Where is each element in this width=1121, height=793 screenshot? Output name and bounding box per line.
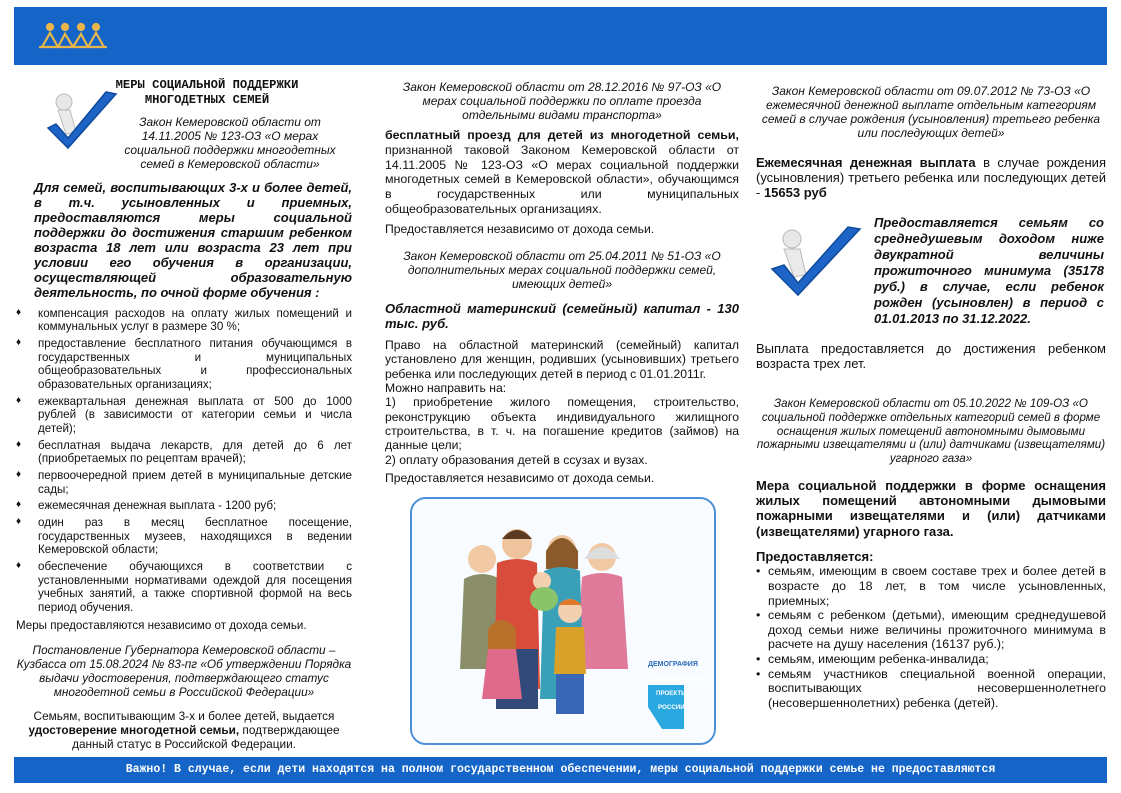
badge-projects: ПРОЕКТЫ: [656, 690, 688, 697]
list-item: ♦ ежемесячная денежная выплата - 1200 руб;: [16, 499, 352, 513]
law-reference-detectors: Закон Кемеровской области от 05.10.2022 № 109-ОЗ «О социальной поддержке отдельных категорий семей в форме оснащения жилых помещений автономными дымовыми пожарными извещателями и (или) датчиками (извещателями) угарного газа»: [756, 397, 1106, 465]
family-logo-icon: [38, 21, 108, 56]
certificate-bold: удостоверение многодетной семьи,: [28, 722, 240, 737]
checkmark-figure-icon: [766, 223, 866, 318]
decree-reference: Постановление Губернатора Кемеровской области – Кузбасса от 15.08.2024 № 83-пг «Об утверждении Порядка выдачи удостоверения, подтверждающего статус многодетной семьи в Российской Федерации»: [16, 643, 352, 700]
income-note: Предоставляется независимо от дохода семьи.: [385, 222, 655, 237]
law-reference-capital: Закон Кемеровской области от 25.04.2011 № 51-ОЗ «О дополнительных мерах социальной поддержки семей, имеющих детей»: [403, 248, 721, 291]
law-reference-payment: Закон Кемеровской области от 09.07.2012 № 73-ОЗ «О ежемесячной денежной выплате отдельным категориям семей в случае рождения (усыновления) третьего ребенка или последующих детей»: [761, 84, 1101, 141]
income-note: Предоставляется независимо от дохода семьи.: [385, 471, 655, 486]
law-reference-transport: Закон Кемеровской области от 28.12.2016 № 97-ОЗ «О мерах социальной поддержки по оплате проезда отдельными видами транспорта»: [402, 80, 722, 123]
section-title: МЕРЫ СОЦИАЛЬНОЙ ПОДДЕРЖКИ: [115, 78, 299, 92]
capital-text: Право на областной материнский (семейный) капитал установлено для женщин, родивших (усыновивших) третьего ребенка или последующих детей в период с 01.01.2011г.: [385, 337, 739, 381]
provided-label: Предоставляется:: [756, 548, 874, 564]
capital-heading: Областной материнский (семейный) капитал - 130 тыс. руб.: [385, 301, 739, 332]
direct-label: Можно направить на:: [385, 380, 507, 395]
list-item: • семьям участников специальной военной операции, воспитывающих несовершеннолетнего (несовершеннолетних) ребенка (детей).: [756, 667, 1106, 711]
option-housing: 1) приобретение жилого помещения, строительство, реконструкцию объекта индивидуального жилищного строительства, в т. ч. на погашение кредитов (займов) на данные цели;: [385, 395, 739, 453]
list-item: ♦ бесплатная выдача лекарств, для детей до 6 лет (приобретаемых по рецептам врачей);: [16, 439, 352, 466]
list-item: ♦ предоставление бесплатного питания обучающимся в государственных и муниципальных общеобразовательных и профессиональных образовательных организациях;: [16, 337, 352, 392]
column-monthly-payment: [756, 84, 1106, 711]
list-item: ♦ первоочередной прием детей в муниципальные детские сады;: [16, 469, 352, 496]
checkmark-figure-icon: [42, 88, 122, 169]
list-item: ♦ компенсация расходов на оплату жилых помещений и коммунальных услуг в размере 30 %;: [16, 307, 352, 334]
badge-demography: ДЕМОГРАФИЯ: [648, 661, 698, 668]
detectors-measure: Мера социальной поддержки в форме оснащения жилых помещений автономными дымовыми пожарными извещателями и (или) датчиками (извещателями) угарного газа.: [756, 477, 1106, 539]
income-note: Меры предоставляются независимо от дохода семьи.: [16, 618, 307, 632]
badge-national: НАЦИОНАЛЬНЫЕ: [650, 676, 706, 683]
list-item: ♦ один раз в месяц бесплатное посещение, государственных музеев, находящихся в ведении Кемеровской области;: [16, 516, 352, 557]
travel-rest: признанной таковой Законом Кемеровской области от 14.11.2005 № 123-ОЗ «О мерах социальной поддержки многодетных семей в Кемеровской области», обучающимся в государственных или муниципальных общеобразовательных организациях.: [385, 143, 739, 216]
option-education: 2) оплату образования детей в ссузах и вузах.: [385, 452, 648, 467]
important-footer: Важно! В случае, если дети находятся на полном государственном обеспечении, меры социальной поддержки семье не предоставляются: [14, 757, 1107, 783]
intro-text: Для семей, воспитывающих 3-х и более детей, в т.ч. усыновленных и приемных, предоставляются меры социальной поддержки до достижения старшим ребенком возраста 18 лет или возраста 23 лет при условии его обучения в организации, осуществляющей образовательную деятельность, по очной форме обучения :: [34, 180, 352, 300]
list-item: • семьям с ребенком (детьми), имеющим среднедушевой доход семьи ниже величины прожиточного минимума в расчете на душу населения (16137 руб.);: [756, 608, 1106, 652]
law-reference: Закон Кемеровской области от 14.11.2005 № 123-ОЗ «О мерах социальной поддержки многодетных семей в Кемеровской области»: [124, 114, 336, 171]
certificate-text: [16, 710, 352, 752]
payment-bold: Ежемесячная денежная выплата: [756, 154, 976, 170]
family-image: [412, 499, 714, 743]
list-item: ♦ ежеквартальная денежная выплата от 500 до 1000 рублей (в зависимости от категории семьи и числа детей);: [16, 395, 352, 436]
travel-text: [385, 128, 739, 216]
family-illustration: [410, 497, 716, 745]
column-large-families: [16, 78, 352, 752]
list-item: • семьям, имеющим ребенка-инвалида;: [756, 652, 1106, 667]
header-bar: [14, 7, 1107, 65]
payment-duration: Выплата предоставляется до достижения ребенком возраста трех лет.: [756, 340, 1106, 371]
column-transport-capital: [385, 80, 739, 486]
payment-text: [756, 155, 1106, 201]
benefit-list: [16, 307, 352, 615]
list-item: • семьям, имеющим в своем составе трех и более детей в возрасте до 18 лет, в том числе усыновленных, приемных;: [756, 564, 1106, 608]
badge-russia: РОССИИ: [658, 704, 685, 711]
section-title-line2: МНОГОДЕТНЫХ СЕМЕЙ: [144, 93, 270, 108]
payment-mid: в случае рождения (усыновления) третьего ребенка или последующих детей -: [756, 154, 1106, 201]
condition-block: [756, 215, 1106, 339]
certificate-pre: Семьям, воспитывающим 3-х и более детей, выдается: [33, 709, 335, 724]
list-item: ♦ обеспечение обучающихся в соответствии с установленными нормативами одеждой для посещения учебных занятий, а также спортивной формой на весь период обучения.: [16, 560, 352, 615]
condition-text: Предоставляется семьям со среднедушевым доходом ниже двукратной величины прожиточного минимума (35178 руб.) в случае, если ребенок рожден (усыновлен) в период с 01.01.2013 по 31.12.2022.: [874, 214, 1104, 327]
travel-bold: бесплатный проезд для детей из многодетной семьи,: [385, 128, 739, 143]
eligibility-list: [756, 564, 1106, 710]
payment-sum: 15653 руб: [763, 185, 827, 201]
certificate-post: подтверждающее данный статус в Российской Федерации.: [72, 722, 340, 751]
